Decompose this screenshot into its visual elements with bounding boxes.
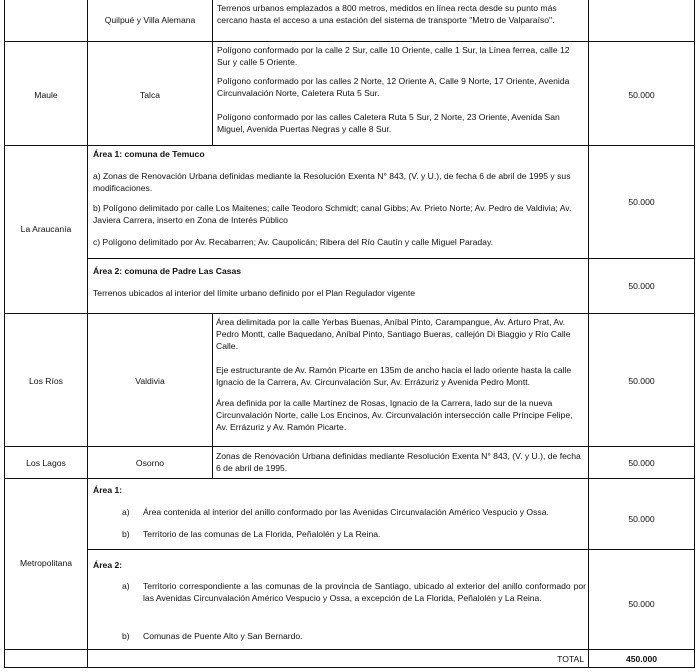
- metro-area2-b-label: b): [122, 631, 130, 641]
- region-metropolitana: Metropolitana: [19, 558, 73, 568]
- metro-area1-a-label: a): [122, 507, 130, 517]
- desc-valdivia-1: Área delimitada por la calle Yerbas Buenas, Aníbal Pinto, Carampangue, Av. Arturo Prat, Av. Pedro Montt, calle Baquedano, Aníbal Pinto, Santiago Bueras, callejón Di Biaggio y Río Calle Calle.: [216, 317, 571, 351]
- desc-valdivia-2: Eje estructurante de Av. Ramón Picarte en 135m de ancho hacia el lado oriente hasta la calle Ignacio de la Carrera, Av. Circunvalación Sur, Av. Errázuriz y Avenida Pedro Montt.: [216, 365, 572, 387]
- amount-maule: 50.000: [628, 90, 655, 100]
- region-maule: Maule: [34, 90, 58, 100]
- desc-talca-3: Polígono conformado por las calles Caletera Ruta 5 Sur, 2 Norte, 23 Oriente, Avenida San Miguel, Avenida Puertas Negras y calle 8 Sur.: [217, 112, 560, 134]
- region-los-lagos: Los Lagos: [26, 458, 66, 468]
- padre-las-casas-desc: Terrenos ubicados al interior del límite urbano definido por el Plan Regulador vigente: [93, 288, 415, 298]
- metro-area2-a: Territorio correspondiente a las comunas de la provincia de Santiago, ubicado al exterior del anillo conformado por las Avenidas Circunvalación Américo Vespucio y Ossa, a excepción de La Florida, Peñalolén y La Reina.: [143, 581, 586, 603]
- comuna-osorno: Osorno: [135, 458, 165, 468]
- amount-metro-area2: 50.000: [628, 599, 655, 609]
- region-araucania: La Araucanía: [20, 224, 72, 234]
- amount-valdivia: 50.000: [628, 376, 655, 386]
- temuco-item-b: b) Polígono delimitado por calle Los Maitenes; calle Teodoro Schmidt; canal Gibbs; Av. Prieto Norte; Av. Pedro de Valdivia; Av. Javiera Carrera, inserto en Zona de Interés Público: [93, 203, 572, 225]
- metro-area2-b: Comunas de Puente Alto y San Bernardo.: [143, 631, 303, 641]
- desc-osorno: Zonas de Renovación Urbana definidas mediante Resolución Exenta N° 843, (V. y U.), de fecha 6 de abril de 1995.: [216, 451, 581, 473]
- total-label: TOTAL: [557, 654, 584, 664]
- metro-area1-a: Área contenida al interior del anillo conformado por las Avenidas Circunvalación Américo Vespucio y Ossa.: [143, 507, 549, 517]
- amount-metro-area1: 50.000: [628, 514, 655, 524]
- desc-talca-1: Polígono conformado por la calle 2 Sur, calle 10 Oriente, calle 1 Sur, la Línea ferrea, calle 12 Sur y calle 5 Oriente.: [217, 45, 570, 67]
- comuna-quilpue: Quilpué y Villa Alemana: [104, 15, 196, 25]
- total-value: 450.000: [625, 654, 658, 664]
- desc-valdivia-3: Área definida por la calle Martínez de Rosas, Ignacio de la Carrera, lado sur de la nueva Circunvalación Norte, calle Los Encinos, Av. Circunvalación intersección calle Príncipe Felipe, Av. Errázuriz y Av. Ramón Picarte.: [216, 398, 573, 432]
- metro-area1-b-label: b): [122, 529, 130, 539]
- area2-title-metropolitana: Área 2:: [93, 560, 123, 570]
- region-los-rios: Los Ríos: [29, 376, 63, 386]
- area1-title-metropolitana: Área 1:: [93, 485, 123, 495]
- area2-title-padre-las-casas: Área 2: comuna de Padre Las Casas: [93, 266, 242, 276]
- temuco-item-a: a) Zonas de Renovación Urbana definidas mediante la Resolución Exenta N° 843, (V. y U.), de fecha 6 de abril de 1995 y sus modificaciones.: [93, 171, 571, 193]
- metro-area1-b: Territorio de las comunas de La Florida, Peñalolén y La Reina.: [143, 529, 381, 539]
- metro-area2-a-label: a): [122, 581, 130, 591]
- amount-osorno: 50.000: [628, 458, 655, 468]
- desc-quilpue: Terrenos urbanos emplazados a 800 metros, medidos en línea recta desde su punto más cercano hasta el acceso a una estación del sistema de transporte "Metro de Valparaíso".: [217, 3, 557, 25]
- amount-padre-las-casas: 50.000: [628, 281, 655, 291]
- amount-temuco: 50.000: [628, 197, 655, 207]
- area1-title-temuco: Área 1: comuna de Temuco: [93, 149, 205, 159]
- comuna-talca: Talca: [139, 90, 161, 100]
- comuna-valdivia: Valdivia: [135, 376, 165, 386]
- temuco-item-c: c) Polígono delimitado por Av. Recabarren; Av. Caupolicán; Ribera del Río Cautín y calle Miguel Paraday.: [93, 237, 493, 247]
- desc-talca-2: Polígono conformado por las calles 2 Norte, 12 Oriente A, Calle 9 Norte, 17 Oriente, Avenida Circunvalación Norte, Caletera Ruta 5 Sur.: [217, 76, 570, 98]
